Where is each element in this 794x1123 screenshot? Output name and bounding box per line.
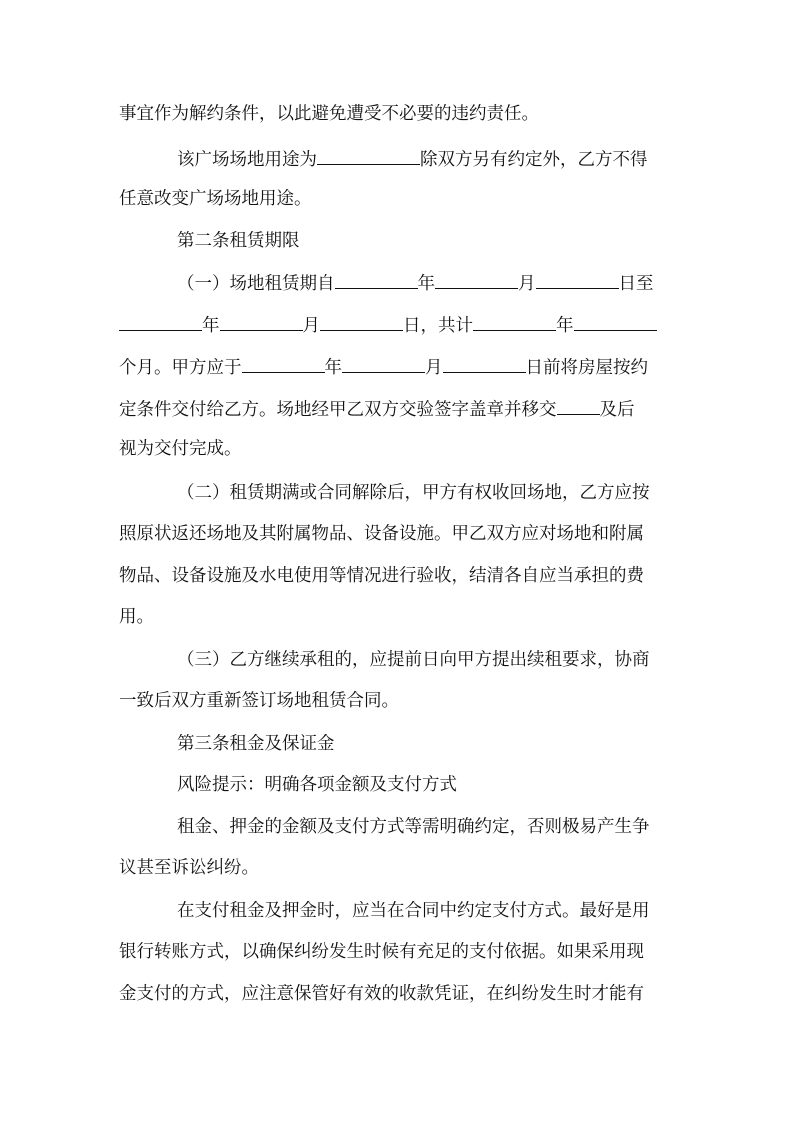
text-segment: 年 xyxy=(556,316,574,336)
text-segment: 日前将房屋按约 xyxy=(525,358,648,378)
blank-field xyxy=(557,394,600,415)
text-line: 事宜作为解约条件，以此避免遭受不必要的违约责任。 xyxy=(119,104,539,124)
text-segment: 月 xyxy=(518,274,536,294)
text-segment: 除双方另有约定外，乙方不得 xyxy=(420,150,648,170)
text-segment: 月 xyxy=(425,358,443,378)
blank-field xyxy=(435,268,518,289)
text-line: 在支付租金及押金时，应当在合同中约定支付方式。最好是用 xyxy=(177,901,650,921)
blank-field xyxy=(320,310,403,331)
text-line: 租金、押金的金额及支付方式等需明确约定，否则极易产生争 xyxy=(177,817,650,837)
text-segment: 月 xyxy=(302,316,320,336)
lease-term-line xyxy=(177,268,654,298)
text-segment: （一）场地租赁期自 xyxy=(177,274,335,294)
blank-field xyxy=(220,310,303,331)
lease-term-line xyxy=(119,310,657,340)
section-heading: 第二条租赁期限 xyxy=(177,231,300,251)
text-line: 金支付的方式，应注意保管好有效的收款凭证，在纠纷发生时才能有 xyxy=(119,984,644,1004)
text-segment: 该广场场地用途为 xyxy=(177,150,317,170)
text-segment: 日，共计 xyxy=(403,316,473,336)
blank-field xyxy=(335,268,418,289)
text-line xyxy=(119,394,675,424)
text-segment: 年 xyxy=(202,316,220,336)
risk-note: 风险提示：明确各项金额及支付方式 xyxy=(177,775,457,795)
text-line: 银行转账方式，以确保纠纷发生时候有充足的支付依据。如果采用现 xyxy=(119,942,644,962)
blank-field xyxy=(443,352,526,373)
blank-field xyxy=(242,352,325,373)
text-line: 照原状返还场地及其附属物品、设备设施。甲乙双方应对场地和附属 xyxy=(119,524,644,544)
blank-field xyxy=(317,144,420,165)
usage-clause-line xyxy=(177,144,648,174)
text-line: 物品、设备设施及水电使用等情况进行验收，结清各自应当承担的费 xyxy=(119,566,644,586)
delivery-date-line xyxy=(119,352,648,382)
text-line: 用。 xyxy=(119,607,154,627)
text-segment: 年 xyxy=(324,358,342,378)
blank-field xyxy=(473,310,556,331)
text-segment: 定条件交付给乙方。场地经甲乙双方交验签字盖章并移交 及后 xyxy=(119,394,635,424)
blank-field xyxy=(342,352,425,373)
text-line: （三）乙方继续承租的，应提前日向甲方提出续租要求，协商 xyxy=(177,650,650,670)
blank-field xyxy=(119,310,202,331)
text-line: （二）租赁期满或合同解除后，甲方有权收回场地，乙方应按 xyxy=(177,483,650,503)
text-line: 议甚至诉讼纠纷。 xyxy=(119,858,259,878)
blank-field xyxy=(536,268,619,289)
text-line: 视为交付完成。 xyxy=(119,439,242,459)
text-line: 一致后双方重新签订场地租赁合同。 xyxy=(119,691,399,711)
blank-field xyxy=(574,310,657,331)
text-line: 任意改变广场场地用途。 xyxy=(119,189,312,209)
text-segment: 个月。甲方应于 xyxy=(119,358,242,378)
section-heading: 第三条租金及保证金 xyxy=(177,734,335,754)
text-segment: 日至 xyxy=(618,274,654,294)
text-segment: 年 xyxy=(417,274,435,294)
